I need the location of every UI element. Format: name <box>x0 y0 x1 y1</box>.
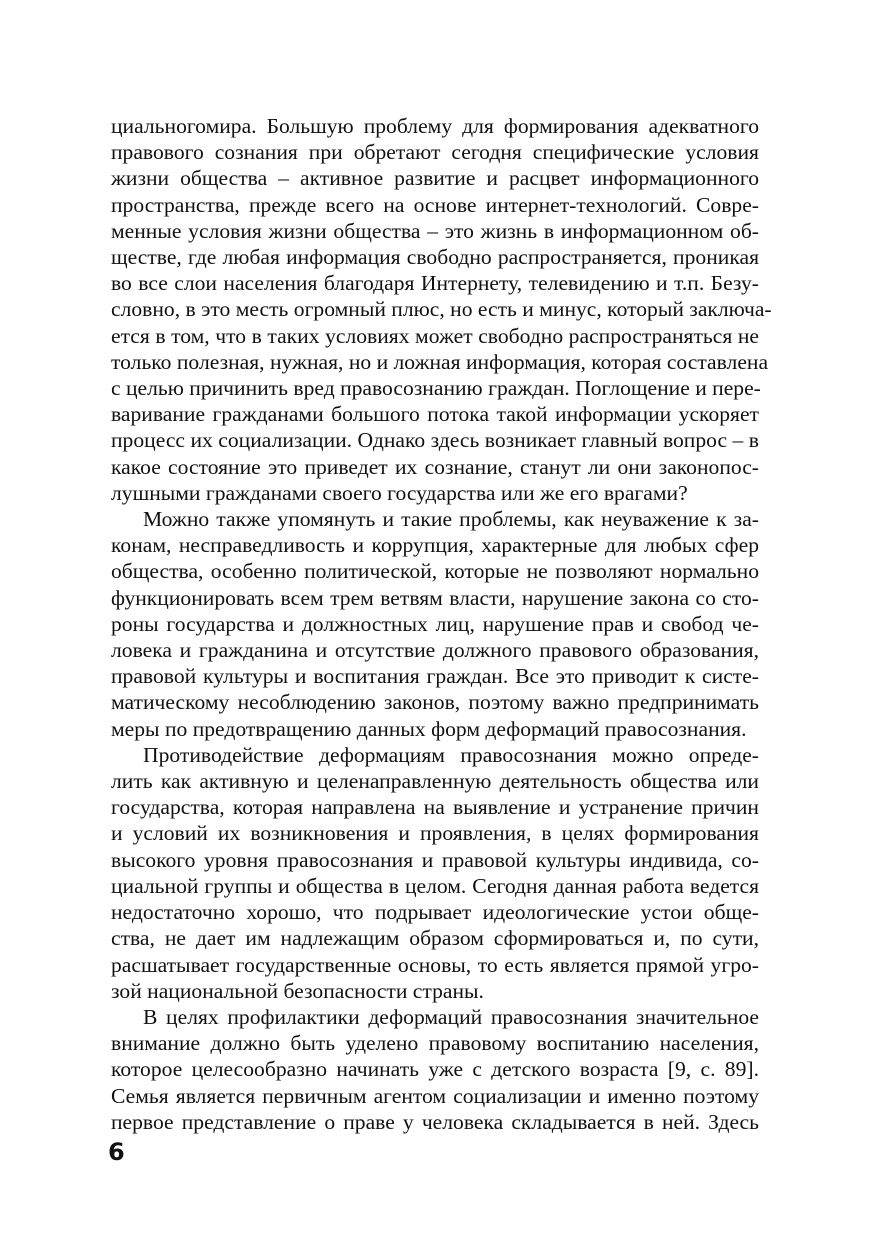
text-line: жизни общества – активное развитие и расцвет информационного <box>111 166 759 191</box>
text-line: с целью причинить вред правосознанию граждан. Поглощение и пере- <box>111 376 761 401</box>
text-line: циальногомира. Большую проблему для формирования адекватного <box>111 114 759 138</box>
text-line: ется в том, что в таких условиях может свободно распространяться не <box>111 323 759 348</box>
text-line: какое состояние это приведет их сознание, станут ли они законопос- <box>111 454 759 479</box>
text-line: конам, несправедливость и коррупция, характерные для любых сфер <box>111 533 759 558</box>
text-line: правовой культуры и воспитания граждан. Все это приводит к систе- <box>111 664 759 689</box>
text-line: процесс их социализации. Однако здесь возникает главный вопрос – в <box>111 428 759 453</box>
text-line: менные условия жизни общества – это жизнь в информационном об- <box>111 218 759 243</box>
text-line: словно, в это месть огромный плюс, но есть и минус, который заключа- <box>111 297 772 322</box>
text-line: лушными гражданами своего государства или же его врагами? <box>111 480 688 505</box>
text-line: пространства, прежде всего на основе интернет-технологий. Совре- <box>111 192 759 217</box>
text-line: государства, которая направлена на выявление и устранение причин <box>111 795 759 820</box>
text-line: общества, особенно политической, которые не позволяют нормально <box>111 559 759 584</box>
text-line: Можно также упомянуть и такие проблемы, как неуважение к за- <box>143 507 759 532</box>
text-line: ловека и гражданина и отсутствие должного правового образования, <box>111 638 759 663</box>
text-line: матическому несоблюдению законов, поэтому важно предпринимать <box>111 690 759 715</box>
text-line: зой национальной безопасности страны. <box>111 978 484 1003</box>
text-line: правового сознания при обретают сегодня специфические условия <box>111 140 759 165</box>
text-line: Противодействие деформациям правосознания можно опреде- <box>143 742 759 767</box>
text-line: В целях профилактики деформаций правосознания значительное <box>143 1004 759 1029</box>
text-line: во все слои населения благодаря Интернету, телевидению и т.п. Безу- <box>111 271 759 296</box>
text-line: роны государства и должностных лиц, нарушение прав и свобод че- <box>111 611 759 636</box>
paragraph-4 <box>111 1004 759 1135</box>
text-line: варивание гражданами большого потока такой информации ускоряет <box>111 402 759 427</box>
text-line: ства, не дает им надлежащим образом сформироваться и, по сути, <box>111 926 759 951</box>
text-line: меры по предотвращению данных форм деформаций правосознания. <box>111 716 747 741</box>
text-line: высокого уровня правосознания и правовой культуры индивида, со- <box>111 847 759 872</box>
text-line: внимание должно быть уделено правовому воспитанию населения, <box>111 1031 759 1056</box>
text-line: недостаточно хорошо, что подрывает идеологические устои обще- <box>111 900 759 925</box>
text-line: Семья является первичным агентом социализации и именно поэтому <box>111 1083 759 1108</box>
text-line: расшатывает государственные основы, то есть является прямой угро- <box>111 952 759 977</box>
text-line: ществе, где любая информация свободно распространяется, проникая <box>111 245 759 270</box>
text-line: первое представление о праве у человека складывается в ней. Здесь <box>111 1109 759 1134</box>
text-line: лить как активную и целенаправленную деятельность общества или <box>111 769 759 794</box>
text-line: которое целесообразно начинать уже с детского возраста [9, с. 89]. <box>111 1057 759 1082</box>
text-line: циальной группы и общества в целом. Сегодня данная работа ведется <box>111 873 759 898</box>
paragraph-1 <box>111 113 772 506</box>
paragraph-2 <box>111 506 759 742</box>
text-line: только полезная, нужная, но и ложная информация, которая составлена <box>111 349 769 374</box>
page-text <box>111 113 772 1135</box>
text-line: и условий их возникновения и проявления, в целях формирования <box>111 821 759 846</box>
paragraph-3 <box>111 742 759 1004</box>
text-line: функционировать всем трем ветвям власти, нарушение закона со сто- <box>111 585 759 610</box>
page-number: 6 <box>108 1138 125 1166</box>
